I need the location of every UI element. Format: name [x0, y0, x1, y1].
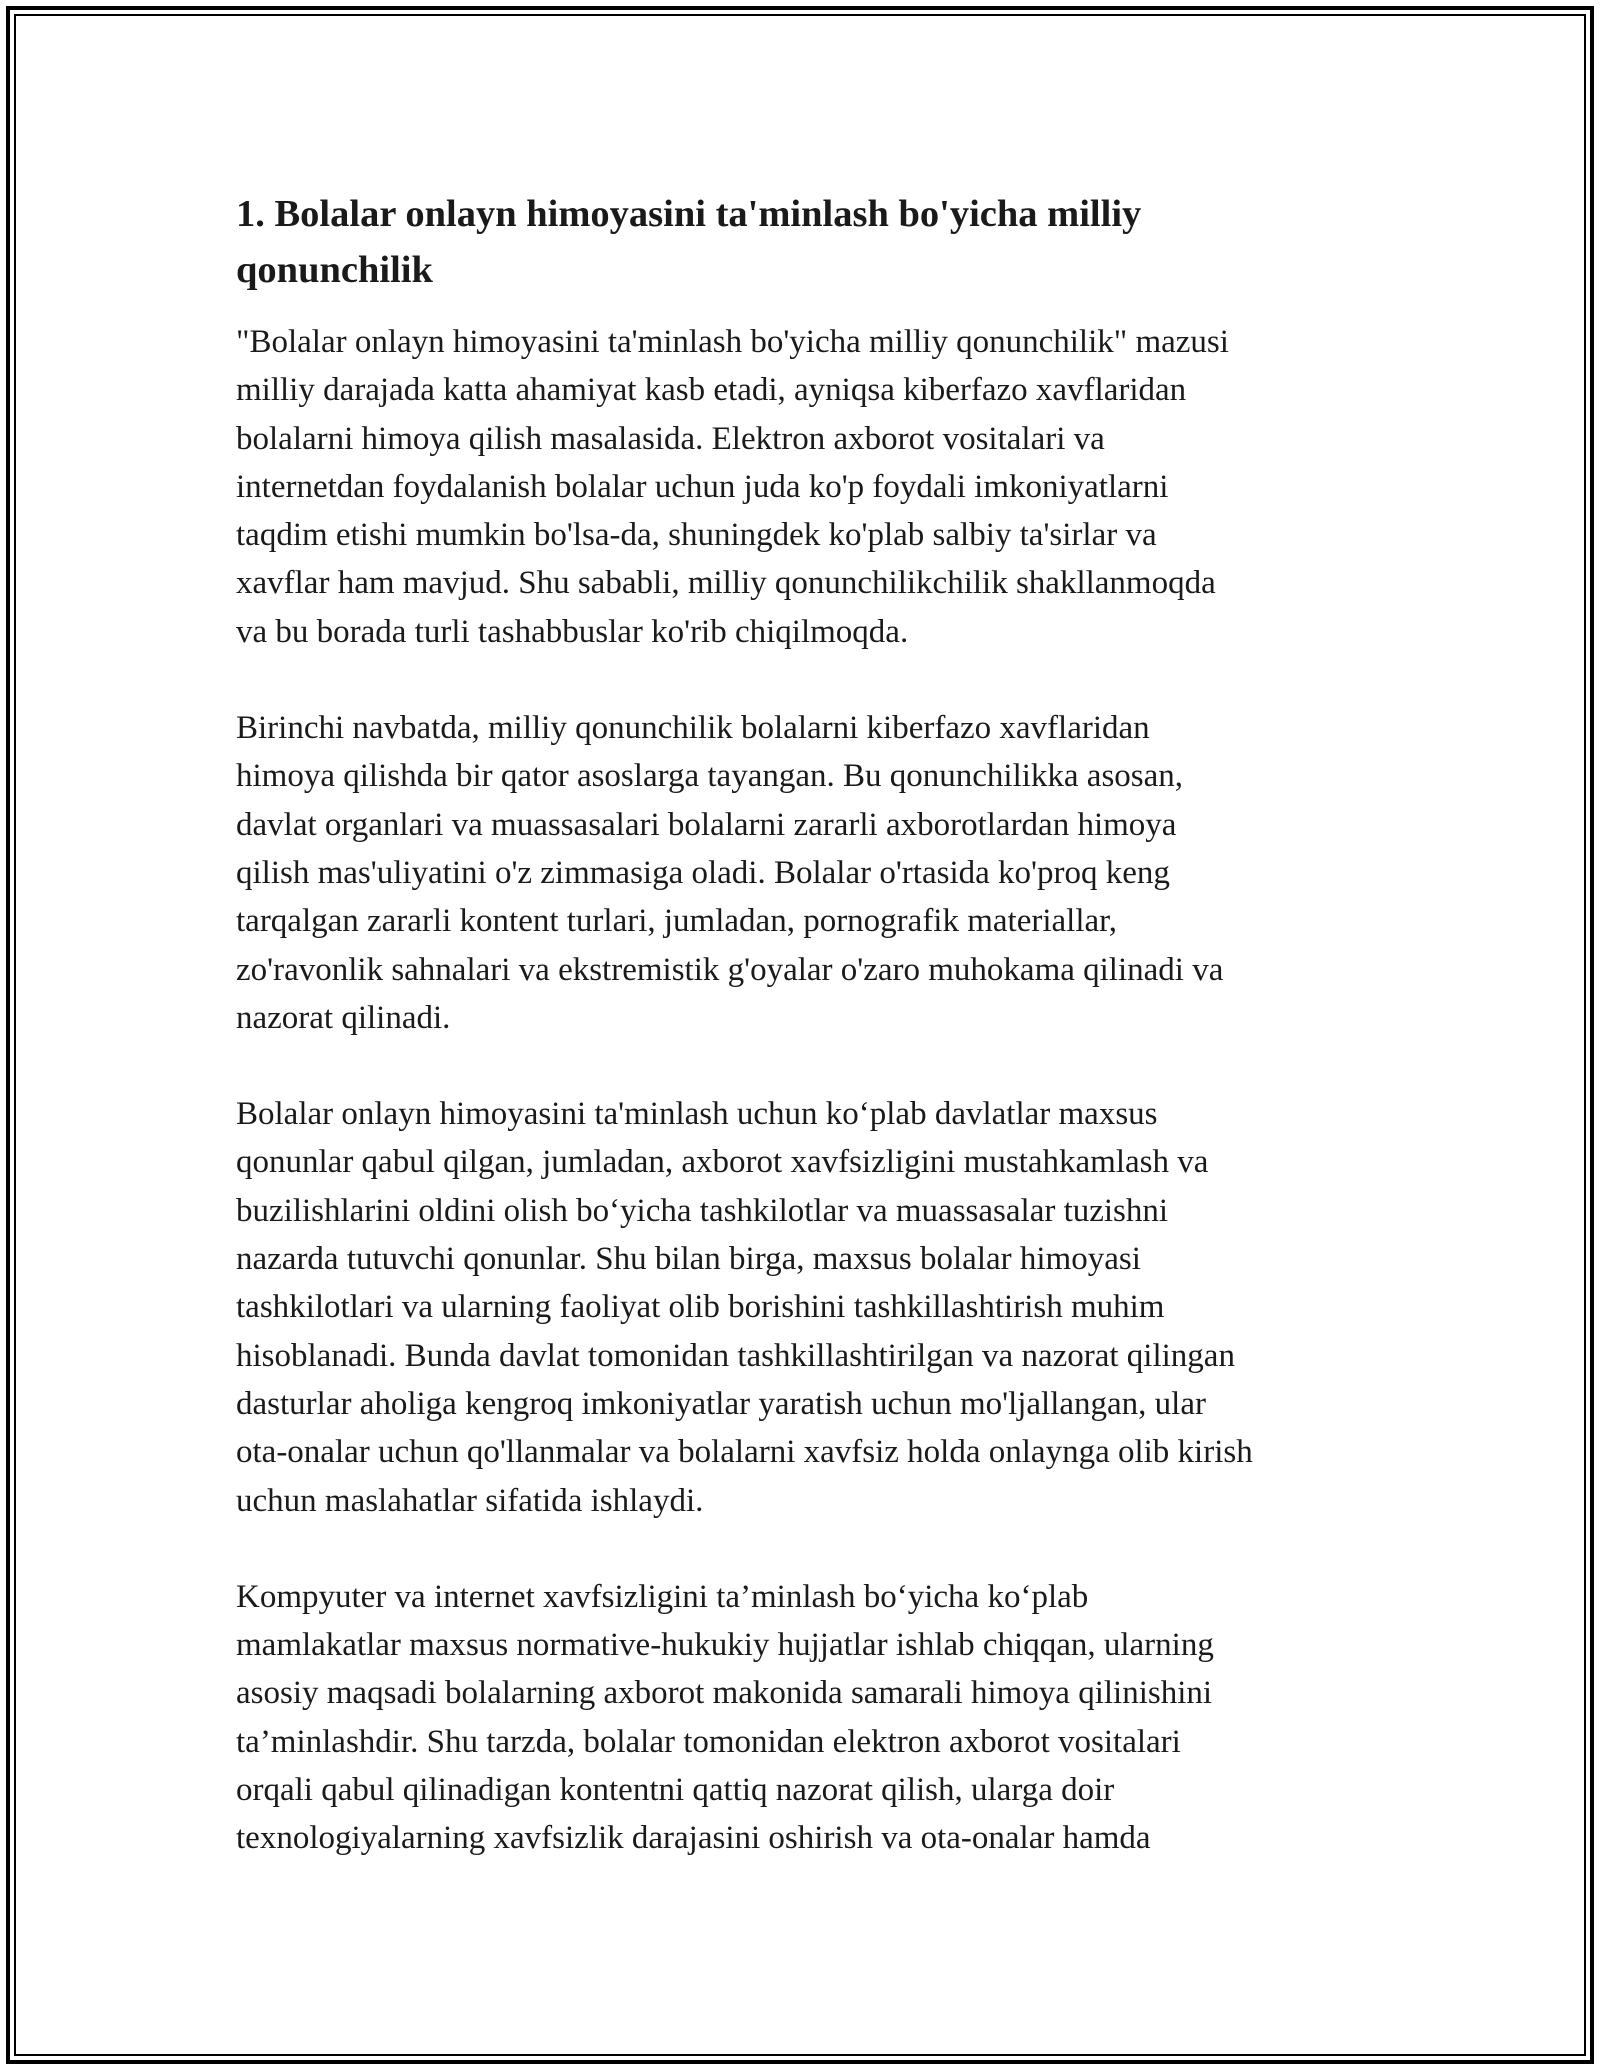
text-line: mamlakatlar maxsus normative-hukukiy hujjatlar ishlab chiqqan, ularning [236, 1627, 1214, 1664]
text-line: nazarda tutuvchi qonunlar. Shu bilan birga, maxsus bolalar himoyasi [236, 1241, 1141, 1278]
text-line: dasturlar aholiga kengroq imkoniyatlar yaratish uchun mo'ljallangan, ular [236, 1385, 1206, 1422]
text-line: Birinchi navbatda, milliy qonunchilik bolalarni kiberfazo xavflaridan [236, 710, 1150, 747]
text-line: va bu borada turli tashabbuslar ko'rib chiqilmoqda. [236, 613, 909, 650]
paragraph [236, 1090, 1376, 1525]
paragraph [236, 318, 1376, 656]
text-line: qilish mas'uliyatini o'z zimmasiga oladi. Bolalar o'rtasida ko'proq keng [236, 854, 1170, 891]
text-line: Bolalar onlayn himoyasini ta'minlash uchun ko‘plab davlatlar maxsus [236, 1096, 1158, 1133]
text-line: uchun maslahatlar sifatida ishlaydi. [236, 1482, 704, 1519]
text-line: tarqalgan zararli kontent turlari, jumladan, pornografik materiallar, [236, 903, 1118, 940]
text-line: Kompyuter va internet xavfsizligini ta’minlash bo‘yicha ko‘plab [236, 1578, 1089, 1615]
text-line: asosiy maqsadi bolalarning axborot makonida samarali himoya qilinishini [236, 1675, 1213, 1712]
text-line: ta’minlashdir. Shu tarzda, bolalar tomonidan elektron axborot vositalari [236, 1723, 1181, 1760]
text-line: nazorat qilinadi. [236, 999, 451, 1036]
text-line: texnologiyalarning xavfsizlik darajasini oshirish va ota-onalar hamda [236, 1820, 1151, 1857]
text-line: davlat organlari va muassasalari bolalarni zararli axborotlardan himoya [236, 806, 1177, 843]
text-line: milliy darajada katta ahamiyat kasb etadi, ayniqsa kiberfazo xavflaridan [236, 372, 1187, 409]
text-line: orqali qabul qilinadigan kontentni qattiq nazorat qilish, ularga doir [236, 1772, 1115, 1809]
heading-line: 1. Bolalar onlayn himoyasini ta'minlash bo'yicha milliy [236, 193, 1142, 235]
text-line: hisoblanadi. Bunda davlat tomonidan tashkillashtirilgan va nazorat qilingan [236, 1337, 1235, 1374]
text-line: taqdim etishi mumkin bo'lsa-da, shuningdek ko'plab salbiy ta'sirlar va [236, 517, 1157, 554]
text-line: qonunlar qabul qilgan, jumladan, axborot xavfsizligini mustahkamlash va [236, 1144, 1209, 1181]
heading-line: qonunchilik [236, 249, 433, 291]
text-line: tashkilotlari va ularning faoliyat olib borishini tashkillashtirish muhim [236, 1289, 1165, 1326]
text-line: bolalarni himoya qilish masalasida. Elektron axborot vositalari va [236, 420, 1105, 457]
text-line: ota-onalar uchun qo'llanmalar va bolalarni xavfsiz holda onlaynga olib kirish [236, 1434, 1253, 1471]
text-line: "Bolalar onlayn himoyasini ta'minlash bo'yicha milliy qonunchilik" mazusi [236, 324, 1229, 360]
text-line: internetdan foydalanish bolalar uchun juda ko'p foydali imkoniyatlarni [236, 468, 1169, 505]
text-line: xavflar ham mavjud. Shu sababli, milliy qonunchilikchilik shakllanmoqda [236, 565, 1216, 602]
paragraph [236, 704, 1376, 1042]
paragraph [236, 1573, 1376, 1863]
text-line: zo'ravonlik sahnalari va ekstremistik g'oyalar o'zaro muhokama qilinadi va [236, 951, 1224, 988]
document-body [236, 186, 1376, 1863]
section-heading [236, 186, 1376, 298]
text-line: buzilishlarini oldini olish bo‘yicha tashkilotlar va muassasalar tuzishni [236, 1192, 1169, 1229]
text-line: himoya qilishda bir qator asoslarga tayangan. Bu qonunchilikka asosan, [236, 758, 1184, 795]
